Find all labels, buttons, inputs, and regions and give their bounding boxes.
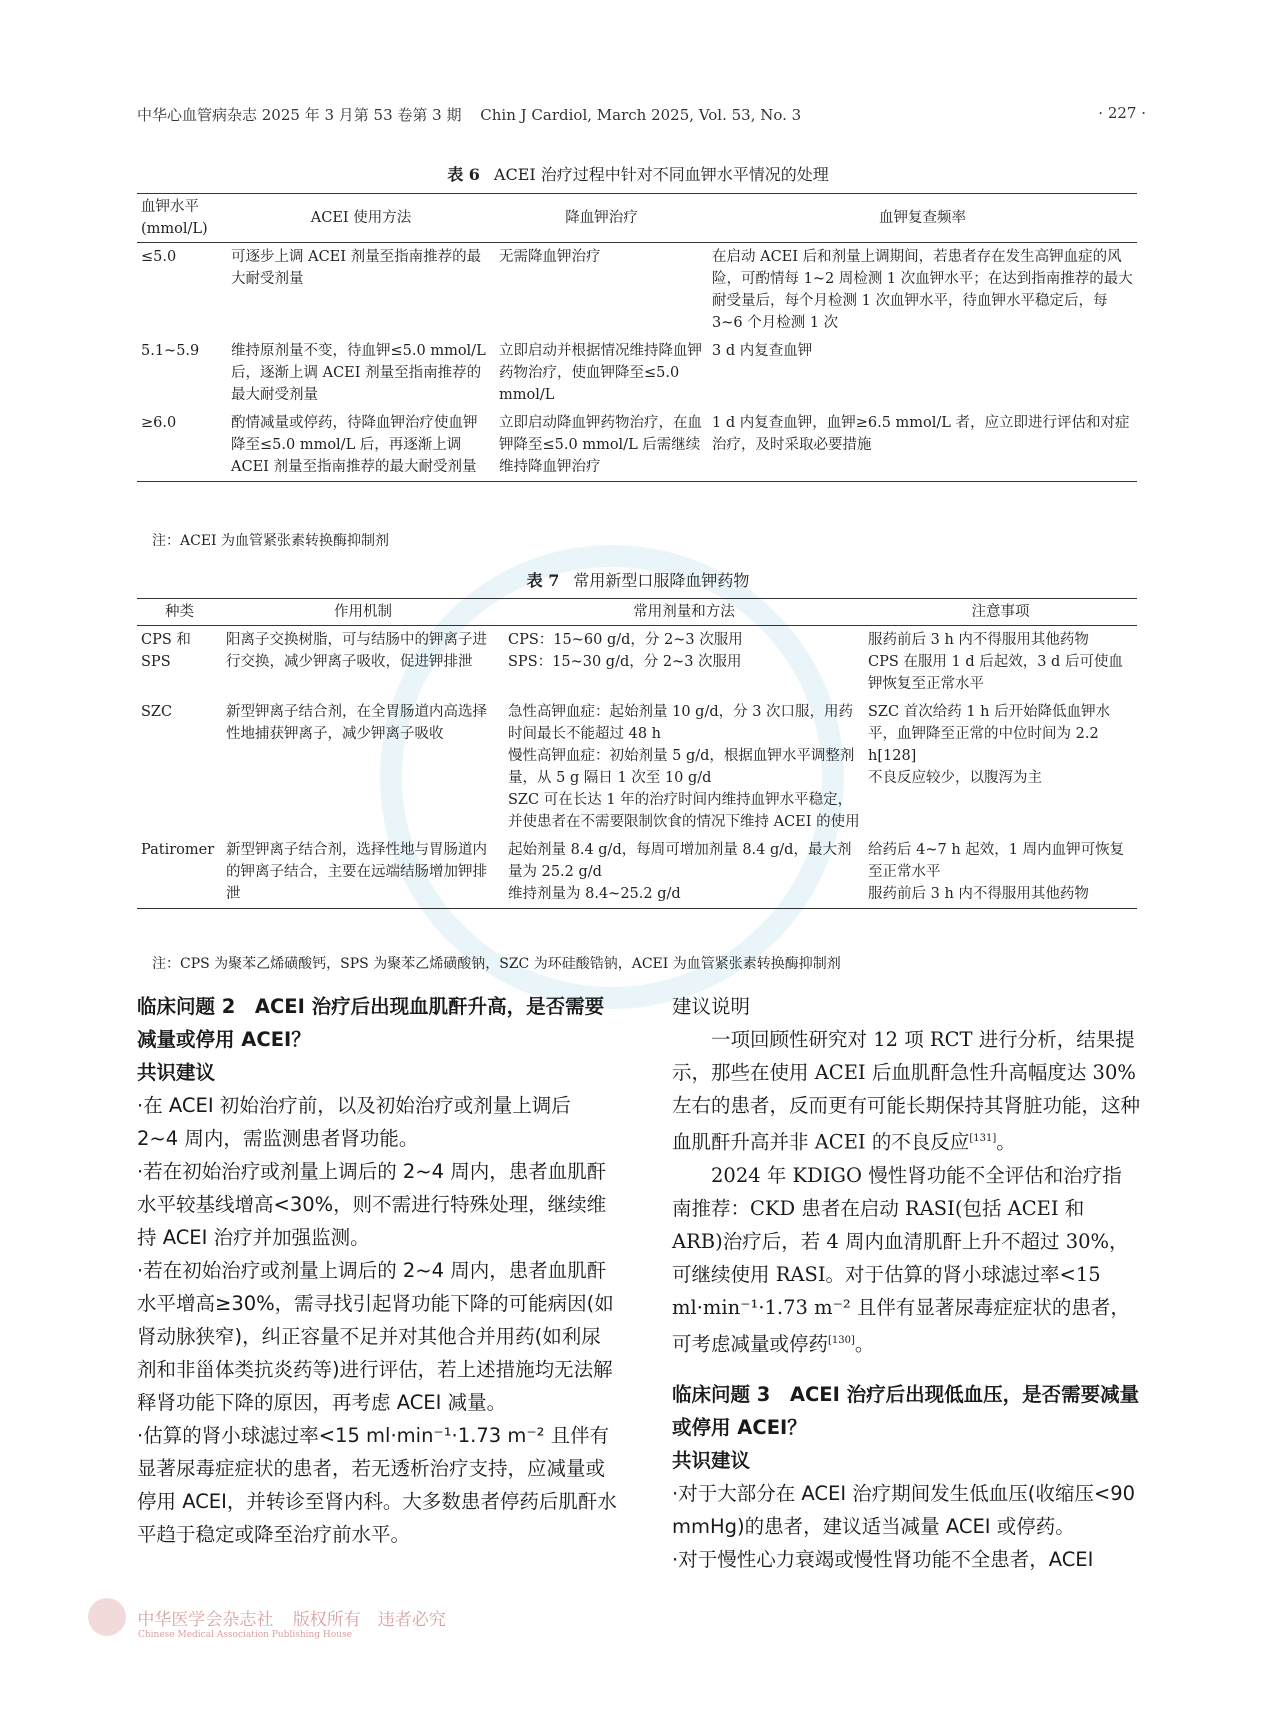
page-number: · 227 · — [1098, 104, 1146, 122]
publisher-en: Chinese Medical Association Publishing House — [138, 1630, 352, 1640]
table-cell: 阳离子交换树脂，可与结肠中的钾离子进行交换，减少钾离子吸收，促进钾排泄 — [226, 632, 487, 670]
table6-col: 血钾复查频率 — [879, 210, 966, 226]
recommendation-item: ·在 ACEI 初始治疗前，以及初始治疗或剂量上调后 2~4 周内，需监测患者肾功能。 — [137, 1094, 571, 1150]
table6-label: 表 6 — [447, 165, 480, 184]
paragraph: 一项回顾性研究对 12 项 RCT 进行分析，结果提示，那些在使用 ACEI 后血肌酐急性升高幅度达 30% 左右的患者，反而更有可能长期保持其肾脏功能，这种血肌酐升高并非 ACEI 的不良反应[131]。 — [672, 1028, 1141, 1154]
journal-cn: 中华心血管病杂志 2025 年 3 月第 53 卷第 3 期 — [137, 106, 462, 124]
table-row — [137, 626, 1137, 699]
explain-heading: 建议说明 — [672, 995, 751, 1018]
table7-col: 注意事项 — [971, 604, 1030, 620]
table7-col: 常用剂量和方法 — [633, 604, 735, 620]
table-cell: ≤5.0 — [141, 249, 177, 265]
table-row — [137, 409, 1137, 482]
paragraph-text: 一项回顾性研究对 12 项 RCT 进行分析，结果提示，那些在使用 ACEI 后血肌酐急性升高幅度达 30% 左右的患者，反而更有可能长期保持其肾脏功能，这种血肌酐升高并非 ACEI 的不良反应 — [672, 1028, 1141, 1154]
table7-title: 常用新型口服降血钾药物 — [573, 571, 750, 590]
journal-en: Chin J Cardiol, March 2025, Vol. 53, No. 3 — [480, 106, 802, 124]
table-cell: 给药后 4~7 h 起效，1 周内血钾可恢复至正常水平 服药前后 3 h 内不得服用其他药物 — [868, 842, 1125, 902]
table6 — [137, 193, 1137, 482]
slogan: 版权所有 违者必究 — [292, 1609, 446, 1630]
recommendation-item: ·若在初始治疗或剂量上调后的 2~4 周内，患者血肌酐水平增高≥30%，需寻找引起肾功能下降的可能病因(如肾动脉狭窄)，纠正容量不足并对其他合并用药(如利尿剂和非甾体类抗炎药等)进行评估，若上述措施均无法解释肾功能下降的原因，再考虑 ACEI 减量。 — [137, 1259, 614, 1414]
table7-col: 作用机制 — [334, 604, 392, 620]
consensus-heading: 共识建议 — [137, 1061, 216, 1084]
table-cell: ≥6.0 — [141, 415, 177, 431]
table-cell: 在启动 ACEI 后和剂量上调期间，若患者存在发生高钾血症的风险，可酌情每 1~2 周检测 1 次血钾水平；在达到指南推荐的最大耐受量后，每个月检测 1 次血钾水平，待血钾水平稳定后，每 3~6 个月检测 1 次 — [712, 249, 1133, 331]
table6-note: 注：ACEI 为血管紧张素转换酶抑制剂 — [152, 533, 390, 549]
publisher-cn: 中华医学会杂志社 — [137, 1609, 274, 1630]
table-row — [137, 337, 1137, 409]
table-cell: 起始剂量 8.4 g/d，每周可增加剂量 8.4 g/d，最大剂量为 25.2 g/d 维持剂量为 8.4~25.2 g/d — [508, 842, 852, 902]
section-heading: 临床问题 3 ACEI 治疗后出现低血压，是否需要减量或停用 ACEI？ — [672, 1383, 1140, 1439]
table-cell: SZC 首次给药 1 h 后开始降低血钾水平，血钾降至正常的中位时间为 2.2 h[128] 不良反应较少，以腹泻为主 — [868, 704, 1111, 786]
left-column — [137, 990, 617, 1551]
table-cell: CPS 和 SPS — [141, 632, 191, 670]
table-cell: 酌情减量或停药，待降血钾治疗使血钾降至≤5.0 mmol/L 后，再逐渐上调 ACEI 剂量至指南推荐的最大耐受剂量 — [231, 415, 478, 475]
table-row — [137, 698, 1137, 836]
table7 — [137, 598, 1137, 909]
citation: [131] — [969, 1133, 997, 1144]
table6-col: ACEI 使用方法 — [310, 210, 412, 226]
recommendation-item: ·估算的肾小球滤过率<15 ml·min⁻¹·1.73 m⁻² 且伴有显著尿毒症症状的患者，若无透析治疗支持，应减量或停用 ACEI，并转诊至肾内科。大多数患者停药后肌酐水平趋于稳定或降至治疗前水平。 — [137, 1424, 617, 1546]
table-cell: 维持原剂量不变，待血钾≤5.0 mmol/L 后，逐渐上调 ACEI 剂量至指南推荐的最大耐受剂量 — [231, 343, 486, 403]
table-cell: 新型钾离子结合剂，在全胃肠道内高选择性地捕获钾离子，减少钾离子吸收 — [226, 704, 487, 742]
table7-label: 表 7 — [526, 571, 560, 590]
table-row — [137, 243, 1137, 338]
table-cell: 新型钾离子结合剂，选择性地与胃肠道内的钾离子结合，主要在远端结肠增加钾排泄 — [226, 842, 487, 902]
table-cell: 5.1~5.9 — [141, 343, 200, 359]
table-cell: SZC — [141, 704, 173, 720]
table-cell: 可逐步上调 ACEI 剂量至指南推荐的最大耐受剂量 — [231, 249, 482, 287]
table-cell: Patiromer — [141, 842, 215, 858]
recommendation-item: ·对于慢性心力衰竭或慢性肾功能不全患者，ACEI — [672, 1548, 1094, 1571]
table7-note: 注：CPS 为聚苯乙烯磺酸钙，SPS 为聚苯乙烯磺酸钠，SZC 为环硅酸锆钠，ACEI 为血管紧张素转换酶抑制剂 — [152, 956, 841, 972]
right-column — [672, 990, 1140, 1576]
table6-col: 降血钾治疗 — [565, 210, 638, 226]
table6-caption — [0, 162, 1276, 185]
table-cell: CPS：15~60 g/d，分 2~3 次服用 SPS：15~30 g/d，分 2~3 次服用 — [508, 632, 743, 670]
table-cell: 无需降血钾治疗 — [499, 249, 601, 265]
table-cell: 立即启动降血钾药物治疗，在血钾降至≤5.0 mmol/L 后需继续维持降血钾治疗 — [499, 415, 702, 475]
table6-col: 血钾水平 (mmol/L) — [141, 199, 208, 237]
table-cell: 3 d 内复查血钾 — [712, 343, 813, 359]
paragraph: 2024 年 KDIGO 慢性肾功能不全评估和治疗指南推荐：CKD 患者在启动 RASI(包括 ACEI 和 ARB)治疗后，若 4 周内血清肌酐上升不超过 30%，可继续使用 RASI。对于估算的肾小球滤过率<15 ml·min⁻¹·1.73 m⁻² 且伴有显著尿毒症症状的患者，可考虑减量或停药[130]。 — [672, 1163, 1130, 1355]
table7-caption — [0, 568, 1276, 591]
table-cell: 急性高钾血症：起始剂量 10 g/d，分 3 次口服，用药时间最长不能超过 48 h 慢性高钾血症：初始剂量 5 g/d，根据血钾水平调整剂量，从 5 g 隔日 1 次至 10 g/d SZC 可在长达 1 年的治疗时间内维持血钾水平稳定，并使患者在不需要限制饮食的情况下维持 ACEI 的使用 — [508, 704, 860, 830]
table7-col: 种类 — [165, 604, 194, 620]
table6-title: ACEI 治疗过程中针对不同血钾水平情况的处理 — [493, 165, 829, 184]
table-row — [137, 836, 1137, 909]
table-cell: 服药前后 3 h 内不得服用其他药物 CPS 在服用 1 d 后起效，3 d 后可使血钾恢复至正常水平 — [868, 632, 1123, 692]
recommendation-item: ·若在初始治疗或剂量上调后的 2~4 周内，患者血肌酐水平较基线增高<30%，则不需进行特殊处理，继续维持 ACEI 治疗并加强监测。 — [137, 1160, 607, 1249]
table6-header-row — [137, 194, 1137, 243]
consensus-heading: 共识建议 — [672, 1449, 751, 1472]
flower-logo-icon — [88, 1598, 126, 1636]
recommendation-item: ·对于大部分在 ACEI 治疗期间发生低血压(收缩压<90 mmHg)的患者，建议适当减量 ACEI 或停药。 — [672, 1482, 1136, 1538]
running-header — [137, 104, 1146, 125]
table7-header-row — [137, 599, 1137, 626]
publisher-stamp — [88, 1598, 446, 1640]
citation: [130] — [828, 1334, 855, 1346]
table-cell: 1 d 内复查血钾，血钾≥6.5 mmol/L 者，应立即进行评估和对症治疗，及时采取必要措施 — [712, 415, 1130, 453]
table-cell: 立即启动并根据情况维持降血钾药物治疗，使血钾降至≤5.0 mmol/L — [499, 343, 702, 403]
paragraph-text: 2024 年 KDIGO 慢性肾功能不全评估和治疗指南推荐：CKD 患者在启动 RASI(包括 ACEI 和 ARB)治疗后，若 4 周内血清肌酐上升不超过 30%，可继续使用 RASI。对于估算的肾小球滤过率<15 ml·min⁻¹·1.73 m⁻² 且伴有显著尿毒症症状的患者，可考虑减量或停药 — [672, 1163, 1130, 1355]
section-heading: 临床问题 2 ACEI 治疗后出现血肌酐升高，是否需要减量或停用 ACEI？ — [137, 995, 605, 1051]
